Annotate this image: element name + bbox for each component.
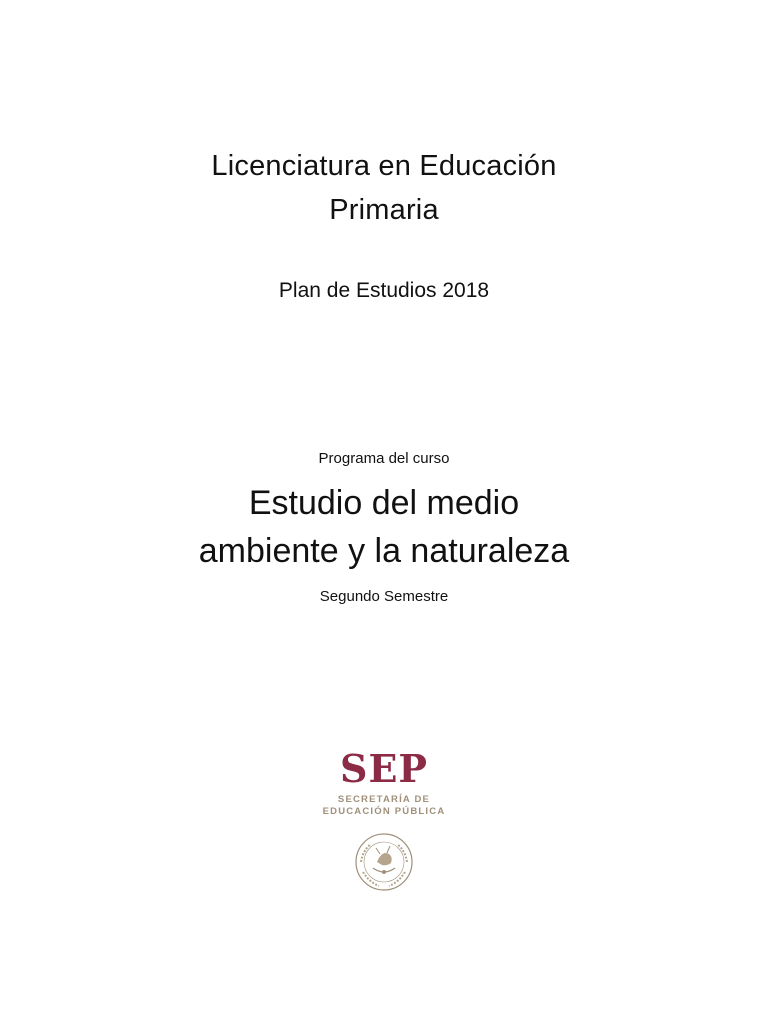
sep-logo [304,748,464,898]
sep-acronym: SEP [340,746,428,791]
program-label: Programa del curso [318,450,450,467]
course-title-line2: ambiente y la naturaleza [198,532,570,570]
course-title [0,479,768,575]
sep-name-line1: SECRETARÍA DE [337,794,431,805]
sep-name-line2: EDUCACIÓN PÚBLICA [322,806,446,817]
semester-label: Segundo Semestre [319,588,449,605]
course-title-line1: Estudio del medio [248,484,520,522]
degree-title-line1: Licenciatura en Educación [211,150,557,182]
national-seal-icon [349,832,419,892]
plan-label: Plan de Estudios 2018 [278,279,490,302]
degree-title-line2: Primaria [329,194,439,226]
degree-title [0,144,768,232]
